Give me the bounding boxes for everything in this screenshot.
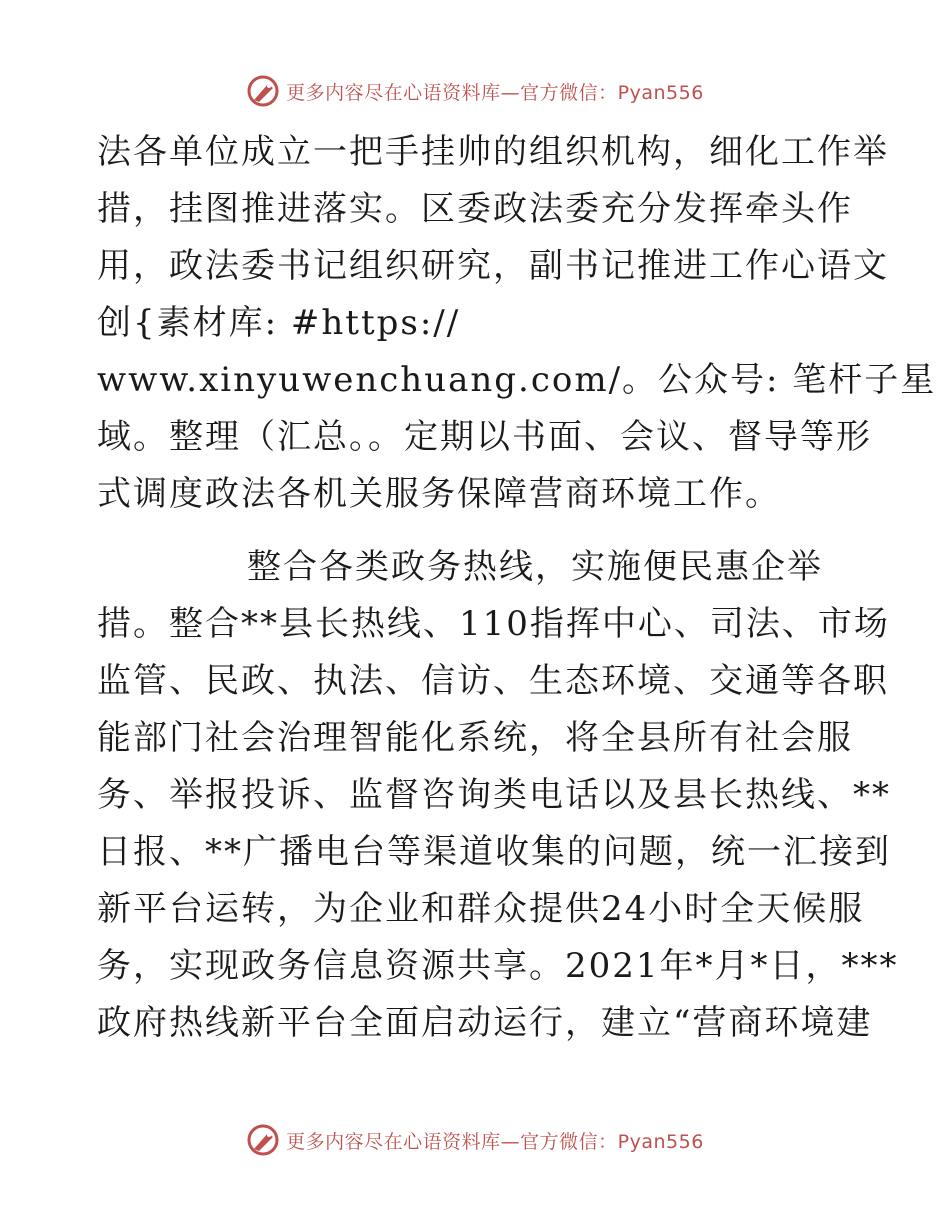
paragraph-1 (97, 124, 937, 523)
text-line: 措，挂图推进落实。区委政法委充分发挥牵头作 (97, 189, 853, 229)
text-line: 法各单位成立一把手挂帅的组织机构，细化工作举 (97, 132, 889, 172)
paragraph-2 (97, 539, 899, 1052)
watermark-text: 更多内容尽在心语资料库—官方微信：Pyan556 (286, 81, 704, 104)
text-line: 措。整合**县长热线、110指挥中心、司法、市场 (97, 604, 890, 644)
text-line: 新平台运转，为企业和群众提供24小时全天候服 (97, 889, 865, 929)
pen-nib-logo-icon (246, 1123, 280, 1157)
text-line: 监管、民政、执法、信访、生态环境、交通等各职 (97, 661, 889, 701)
text-line: 务、举报投诉、监督咨询类电话以及县长热线、** (97, 775, 891, 815)
pen-nib-logo-icon (246, 74, 280, 108)
text-line: 政府热线新平台全面启动运行，建立“营商环境建 (97, 1003, 873, 1043)
text-line: 整合各类政务热线，实施便民惠企举 (247, 547, 823, 587)
text-line: 用，政法委书记组织研究，副书记推进工作心语文 (97, 246, 889, 286)
text-line: 创{素材库: #https:// (97, 303, 461, 343)
text-line: 式调度政法各机关服务保障营商环境工作。 (97, 474, 781, 514)
text-line: 能部门社会治理智能化系统，将全县所有社会服 (97, 718, 853, 758)
footer-watermark (0, 1123, 950, 1157)
watermark-text: 更多内容尽在心语资料库—官方微信：Pyan556 (286, 1130, 704, 1153)
header-watermark (0, 74, 950, 108)
text-line: 域。整理（汇总。。定期以书面、会议、督导等形 (97, 417, 872, 457)
text-line: 务，实现政务信息资源共享。2021年*月*日，*** (97, 946, 899, 986)
text-line: www.xinyuwenchuang.com/。公众号: 笔杆子星 (97, 360, 937, 400)
document-body (97, 124, 937, 1052)
text-line: 日报、**广播电台等渠道收集的问题，统一汇接到 (97, 832, 891, 872)
